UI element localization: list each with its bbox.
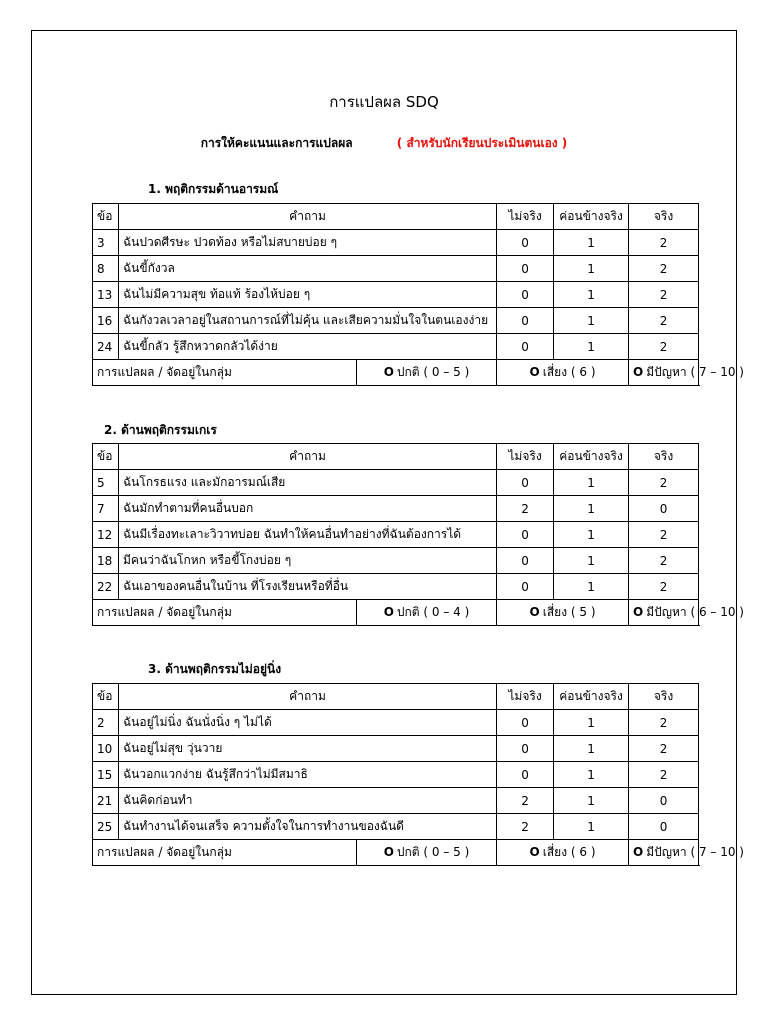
- item-number: 10: [93, 736, 119, 762]
- score-true: 2: [629, 282, 699, 308]
- header-question: คำถาม: [119, 444, 497, 470]
- item-question: ฉันมักทำตามที่คนอื่นบอก: [119, 496, 497, 522]
- score-true: 0: [629, 496, 699, 522]
- score-true: 2: [629, 710, 699, 736]
- circle-bullet-icon: O: [529, 605, 540, 619]
- score-true: 2: [629, 548, 699, 574]
- table-header-row: [93, 684, 699, 710]
- item-question: ฉันโกรธแรง และมักอารมณ์เสีย: [119, 470, 497, 496]
- score-not-true: 0: [497, 334, 554, 360]
- score-somewhat-true: 1: [554, 814, 629, 840]
- item-question: ฉันอยู่ไม่สุข วุ่นวาย: [119, 736, 497, 762]
- header-somewhat-true: ค่อนข้างจริง: [554, 204, 629, 230]
- item-question: ฉันไม่มีความสุข ท้อแท้ ร้องไห้บ่อย ๆ: [119, 282, 497, 308]
- table-row: [93, 762, 699, 788]
- header-no: ข้อ: [93, 684, 119, 710]
- circle-bullet-icon: O: [633, 605, 644, 619]
- item-number: 25: [93, 814, 119, 840]
- item-number: 2: [93, 710, 119, 736]
- item-number: 18: [93, 548, 119, 574]
- circle-bullet-icon: O: [383, 605, 394, 619]
- table-row: [93, 308, 699, 334]
- interpretation-option-text: เสี่ยง ( 6 ): [542, 365, 596, 379]
- document-title: การแปลผล SDQ: [329, 93, 439, 111]
- item-question: ฉันเอาของคนอื่นในบ้าน ที่โรงเรียนหรือที่อื่น: [119, 574, 497, 600]
- score-not-true: 0: [497, 230, 554, 256]
- table-row: [93, 496, 699, 522]
- score-not-true: 2: [497, 496, 554, 522]
- score-not-true: 0: [497, 710, 554, 736]
- score-true: 2: [629, 736, 699, 762]
- item-number: 22: [93, 574, 119, 600]
- header-not-true: ไม่จริง: [497, 444, 554, 470]
- interpretation-row: [93, 360, 699, 386]
- header-no: ข้อ: [93, 204, 119, 230]
- score-true: 0: [629, 788, 699, 814]
- score-somewhat-true: 1: [554, 230, 629, 256]
- interpretation-option-text: เสี่ยง ( 5 ): [542, 605, 596, 619]
- header-somewhat-true: ค่อนข้างจริง: [554, 444, 629, 470]
- document-subtitle: [0, 134, 768, 153]
- header-not-true: ไม่จริง: [497, 204, 554, 230]
- header-true: จริง: [629, 204, 699, 230]
- sdq-table: [92, 443, 744, 626]
- score-not-true: 0: [497, 548, 554, 574]
- interpretation-option-text: มีปัญหา ( 7 – 10 ): [646, 365, 744, 379]
- interpretation-label: การแปลผล / จัดอยู่ในกลุ่ม: [93, 840, 357, 866]
- table-header-row: [93, 444, 699, 470]
- item-question: ฉันกังวลเวลาอยู่ในสถานการณ์ที่ไม่คุ้น และเสียความมั่นใจในตนเองง่าย: [119, 308, 497, 334]
- score-not-true: 0: [497, 256, 554, 282]
- item-number: 7: [93, 496, 119, 522]
- score-somewhat-true: 1: [554, 282, 629, 308]
- score-true: 2: [629, 470, 699, 496]
- subtitle-note: ( สำหรับนักเรียนประเมินตนเอง ): [396, 136, 568, 150]
- score-not-true: 0: [497, 470, 554, 496]
- item-number: 16: [93, 308, 119, 334]
- score-somewhat-true: 1: [554, 736, 629, 762]
- interpretation-row: [93, 840, 699, 866]
- item-number: 21: [93, 788, 119, 814]
- interpretation-option: [357, 360, 497, 386]
- table-row: [93, 574, 699, 600]
- item-question: มีคนว่าฉันโกหก หรือขี้โกงบ่อย ๆ: [119, 548, 497, 574]
- score-true: 2: [629, 256, 699, 282]
- interpretation-option: [629, 360, 744, 386]
- interpretation-option-text: มีปัญหา ( 7 – 10 ): [646, 845, 744, 859]
- score-somewhat-true: 1: [554, 762, 629, 788]
- header-true: จริง: [629, 444, 699, 470]
- score-somewhat-true: 1: [554, 256, 629, 282]
- item-number: 12: [93, 522, 119, 548]
- score-somewhat-true: 1: [554, 710, 629, 736]
- item-number: 8: [93, 256, 119, 282]
- interpretation-label: การแปลผล / จัดอยู่ในกลุ่ม: [93, 600, 357, 626]
- table-row: [93, 788, 699, 814]
- item-number: 5: [93, 470, 119, 496]
- score-somewhat-true: 1: [554, 522, 629, 548]
- table-row: [93, 470, 699, 496]
- interpretation-option-text: มีปัญหา ( 6 – 10 ): [646, 605, 744, 619]
- score-somewhat-true: 1: [554, 548, 629, 574]
- item-number: 15: [93, 762, 119, 788]
- interpretation-label: การแปลผล / จัดอยู่ในกลุ่ม: [93, 360, 357, 386]
- section-heading: 1. พฤติกรรมด้านอารมณ์: [148, 182, 279, 196]
- header-not-true: ไม่จริง: [497, 684, 554, 710]
- interpretation-option: [497, 360, 629, 386]
- header-somewhat-true: ค่อนข้างจริง: [554, 684, 629, 710]
- section-heading: 2. ด้านพฤติกรรมเกเร: [104, 423, 217, 437]
- item-question: ฉันทำงานได้จนเสร็จ ความตั้งใจในการทำงานของฉันดี: [119, 814, 497, 840]
- interpretation-option-text: ปกติ ( 0 – 5 ): [396, 845, 470, 859]
- score-somewhat-true: 1: [554, 496, 629, 522]
- interpretation-option-text: เสี่ยง ( 6 ): [542, 845, 596, 859]
- header-question: คำถาม: [119, 204, 497, 230]
- score-not-true: 2: [497, 814, 554, 840]
- table-row: [93, 710, 699, 736]
- item-question: ฉันมีเรื่องทะเลาะวิวาทบ่อย ฉันทำให้คนอื่นทำอย่างที่ฉันต้องการได้: [119, 522, 497, 548]
- score-somewhat-true: 1: [554, 574, 629, 600]
- score-not-true: 0: [497, 282, 554, 308]
- score-not-true: 2: [497, 788, 554, 814]
- interpretation-option: [629, 600, 744, 626]
- score-not-true: 0: [497, 308, 554, 334]
- score-not-true: 0: [497, 736, 554, 762]
- header-question: คำถาม: [119, 684, 497, 710]
- item-number: 3: [93, 230, 119, 256]
- score-not-true: 0: [497, 762, 554, 788]
- table-row: [93, 736, 699, 762]
- circle-bullet-icon: O: [383, 365, 394, 379]
- score-true: 2: [629, 230, 699, 256]
- score-true: 2: [629, 522, 699, 548]
- item-question: ฉันคิดก่อนทำ: [119, 788, 497, 814]
- table-row: [93, 522, 699, 548]
- interpretation-option: [357, 840, 497, 866]
- section-heading: 3. ด้านพฤติกรรมไม่อยู่นิ่ง: [148, 662, 282, 676]
- interpretation-option: [357, 600, 497, 626]
- score-true: 2: [629, 308, 699, 334]
- circle-bullet-icon: O: [529, 845, 540, 859]
- circle-bullet-icon: O: [633, 845, 644, 859]
- table-row: [93, 814, 699, 840]
- table-row: [93, 282, 699, 308]
- score-somewhat-true: 1: [554, 334, 629, 360]
- item-number: 24: [93, 334, 119, 360]
- table-row: [93, 334, 699, 360]
- score-true: 2: [629, 574, 699, 600]
- circle-bullet-icon: O: [383, 845, 394, 859]
- circle-bullet-icon: O: [529, 365, 540, 379]
- header-no: ข้อ: [93, 444, 119, 470]
- interpretation-option-text: ปกติ ( 0 – 4 ): [396, 605, 470, 619]
- item-question: ฉันขี้กลัว รู้สึกหวาดกลัวได้ง่าย: [119, 334, 497, 360]
- item-question: ฉันวอกแวกง่าย ฉันรู้สึกว่าไม่มีสมาธิ: [119, 762, 497, 788]
- header-true: จริง: [629, 684, 699, 710]
- table-row: [93, 256, 699, 282]
- item-question: ฉันขี้กังวล: [119, 256, 497, 282]
- subtitle-main: การให้คะแนนและการแปลผล: [200, 136, 353, 150]
- interpretation-option-text: ปกติ ( 0 – 5 ): [396, 365, 470, 379]
- score-not-true: 0: [497, 574, 554, 600]
- circle-bullet-icon: O: [633, 365, 644, 379]
- interpretation-option: [629, 840, 744, 866]
- score-true: 2: [629, 334, 699, 360]
- score-somewhat-true: 1: [554, 470, 629, 496]
- sdq-table: [92, 203, 744, 386]
- interpretation-row: [93, 600, 699, 626]
- table-row: [93, 548, 699, 574]
- score-somewhat-true: 1: [554, 788, 629, 814]
- item-question: ฉันอยู่ไม่นิ่ง ฉันนั่งนิ่ง ๆ ไม่ได้: [119, 710, 497, 736]
- table-header-row: [93, 204, 699, 230]
- interpretation-option: [497, 600, 629, 626]
- score-somewhat-true: 1: [554, 308, 629, 334]
- item-question: ฉันปวดศีรษะ ปวดท้อง หรือไม่สบายบ่อย ๆ: [119, 230, 497, 256]
- interpretation-option: [497, 840, 629, 866]
- item-number: 13: [93, 282, 119, 308]
- score-true: 0: [629, 814, 699, 840]
- score-not-true: 0: [497, 522, 554, 548]
- table-row: [93, 230, 699, 256]
- score-true: 2: [629, 762, 699, 788]
- sdq-table: [92, 683, 744, 866]
